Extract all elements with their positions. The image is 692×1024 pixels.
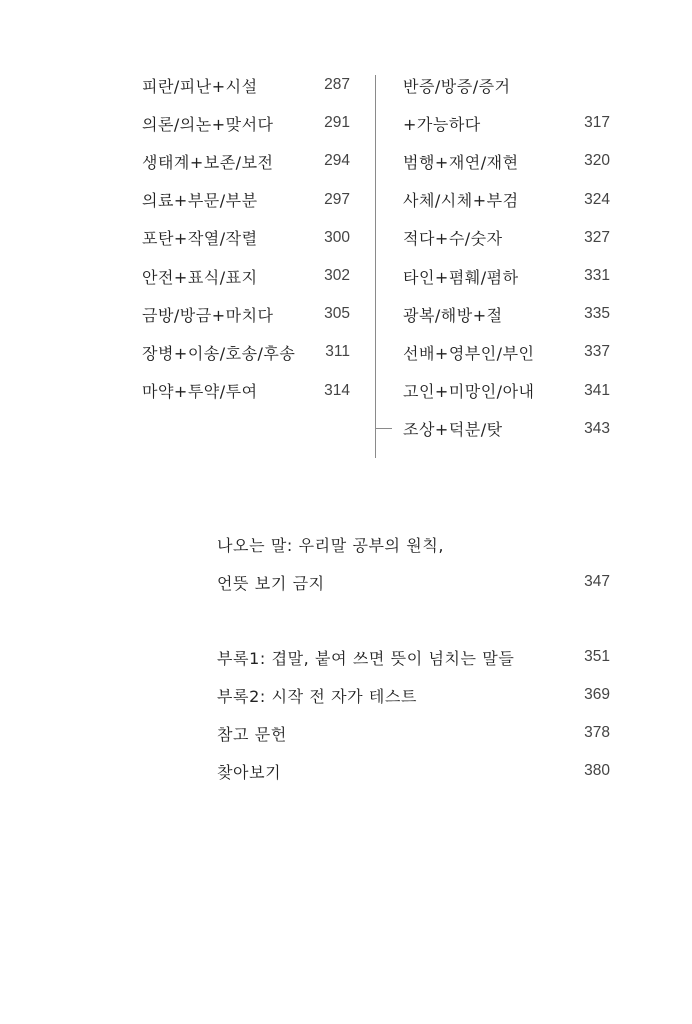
toc-entry-title: 의료+부문/부분 [142,191,258,211]
appendix-entry-page: 351 [584,648,610,665]
toc-entry-title: 적다+수/숫자 [403,229,503,249]
toc-entry-page: 324 [584,190,610,208]
toc-entry-title: 금방/방금+마치다 [142,305,274,325]
appendix-entry-title: 참고 문헌 [217,724,287,744]
appendix-entry-page: 369 [584,686,610,703]
closing-page: 347 [584,573,610,590]
toc-entry-title: 피란/피난+시설 [142,76,258,96]
toc-entry-title: 조상+덕분/탓 [403,420,503,440]
toc-entry[interactable] [142,142,350,180]
appendix-entry-title: 부록2: 시작 전 자가 테스트 [217,686,418,706]
appendix-entry-page: 378 [584,724,610,741]
toc-entry-title: 선배+영부인/부인 [403,343,535,363]
toc-entry-page: 343 [584,419,610,437]
toc-entry-title: 안전+표식/표지 [142,267,258,287]
appendix-entry[interactable] [217,638,610,676]
toc-entry-page: 320 [584,152,610,170]
toc-entry-title: 광복/해방+절 [403,305,503,325]
appendix-section [217,638,610,790]
toc-entry[interactable] [403,295,610,333]
toc-entry[interactable] [142,372,350,410]
appendix-entry-title: 부록1: 겹말, 붙여 쓰면 뜻이 넘치는 말들 [217,648,515,668]
toc-entry[interactable] [403,333,610,371]
toc-entry-page: 327 [584,228,610,246]
toc-entry-page: 297 [324,190,350,208]
toc-right-column [403,66,610,448]
toc-entry-page: 335 [584,305,610,323]
toc-entry-title: 의론/의논+맞서다 [142,114,274,134]
toc-entry-page: 331 [584,267,610,285]
toc-entry-title: 생태계+보존/보전 [142,152,274,172]
appendix-entry[interactable] [217,714,610,752]
toc-entry[interactable] [403,410,610,448]
appendix-entry[interactable] [217,676,610,714]
toc-entry-page: 337 [584,343,610,361]
closing-title-line1: 나오는 말: 우리말 공부의 원칙, [217,535,445,555]
toc-entry[interactable] [403,142,610,180]
toc-entry[interactable] [142,181,350,219]
toc-entry-page: 287 [324,76,350,94]
toc-entry-title: 장병+이송/호송/후송 [142,343,296,363]
toc-entry[interactable] [142,104,350,142]
toc-entry-page: 302 [324,267,350,285]
toc-entry-page: 314 [324,381,350,399]
appendix-entry-title: 찾아보기 [217,762,282,782]
toc-entry-title: 타인+폄훼/폄하 [403,267,519,287]
toc-entry[interactable] [142,257,350,295]
toc-entry[interactable] [403,372,610,410]
toc-entry[interactable] [403,181,610,219]
toc-entry-page: 317 [584,114,610,132]
toc-entry-page: 291 [324,114,350,132]
toc-left-column [142,66,350,410]
appendix-entry-page: 380 [584,762,610,779]
column-divider-tick [375,428,392,429]
toc-entry-title: 마약+투약/투여 [142,382,258,402]
toc-entry[interactable] [142,295,350,333]
closing-entry-line1[interactable] [217,525,610,563]
toc-entry-title: 사체/시체+부검 [403,191,519,211]
toc-entry-page: 294 [324,152,350,170]
toc-entry[interactable] [403,219,610,257]
toc-entry[interactable] [403,104,610,142]
toc-entry-page: 311 [325,343,350,361]
toc-entry[interactable] [142,333,350,371]
toc-entry[interactable] [142,219,350,257]
toc-entry-title: 포탄+작열/작렬 [142,229,258,249]
closing-title-line2: 언뜻 보기 금지 [217,573,325,593]
toc-entry-page: 341 [584,381,610,399]
appendix-entry[interactable] [217,752,610,790]
closing-section [217,525,610,601]
toc-entry[interactable] [403,66,610,104]
toc-entry-title: 범행+재연/재현 [403,152,519,172]
closing-entry-line2[interactable] [217,563,610,601]
toc-entry-title: +가능하다 [403,114,481,134]
toc-entry-title: 고인+미망인/아내 [403,382,535,402]
toc-entry[interactable] [403,257,610,295]
toc-entry-title: 반증/방증/증거 [403,76,511,96]
toc-entry-page: 305 [324,305,350,323]
toc-entry-page: 300 [324,228,350,246]
toc-entry[interactable] [142,66,350,104]
column-divider [375,75,376,458]
